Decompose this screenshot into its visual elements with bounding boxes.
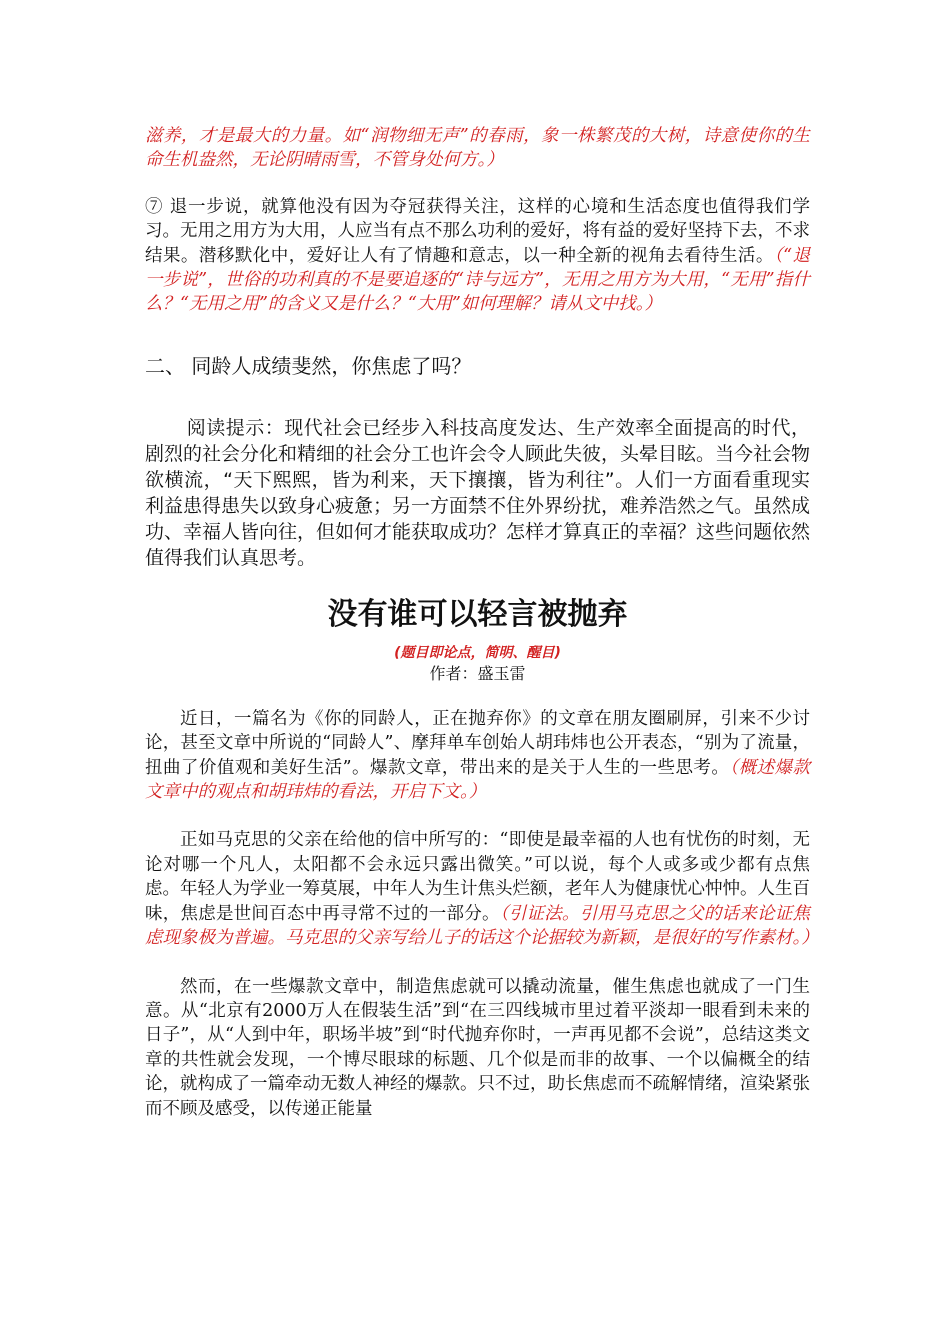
article-author: 作者：盛玉雷: [429, 663, 526, 683]
article-paragraph-1-text: 近日，一篇名为《你的同龄人，正在抛弃你》的文章在朋友圈刷屏，引来不少讨论，甚至文章中所说的“同龄人”、摩拜单车创始人胡玮炜也公开表态，“别为了流量，扭曲了价值观和美好生活”。爆款文章，带出来的是关于人生的一些思考。: [145, 708, 810, 778]
article-paragraph-2-note: （引证法。引用马克思之父的话来论证焦虑现象极为普遍。马克思的父亲写给儿子的话这个论据较为新颖，是很好的写作素材。）: [145, 903, 819, 949]
section-heading: 二、 同龄人成绩斐然，你焦虑了吗？: [145, 353, 472, 378]
paragraph-7-text: ⑦ 退一步说，就算他没有因为夺冠获得关注，这样的心境和生活态度也值得我们学习。无用之用方为大用，人应当有点不那么功利的爱好，将有益的爱好坚持下去，不求结果。潜移默化中，爱好让人有了情趣和意志，以一种全新的视角去看待生活。: [145, 196, 810, 266]
article-paragraph-3: 然而，在一些爆款文章中，制造焦虑就可以撬动流量，催生焦虑也就成了一门生意。从“北京有2000万人在假装生活”到“在三四线城市里过着平淡却一眼看到未来的日子”，从“人到中年，职场半坡”到“时代抛弃你时，一声再见都不会说”，总结这类文章的共性就会发现，一个博尽眼球的标题、几个似是而非的故事、一个以偏概全的结论，就构成了一篇牵动无数人神经的爆款。只不过，助长焦虑而不疏解情绪，渲染紧张而不顾及感受，以传递正能量: [145, 976, 810, 1119]
intro-note: 滋养，才是最大的力量。如“润物细无声”的春雨，象一株繁茂的大树，诗意使你的生命生机盎然，无论阴晴雨雪，不管身处何方。）: [145, 126, 810, 171]
article-paragraph-1: [145, 707, 810, 805]
reading-tip: 阅读提示：现代社会已经步入科技高度发达、生产效率全面提高的时代，剧烈的社会分化和精细的社会分工也许会令人顾此失彼，头晕目眩。当今社会物欲横流，“天下熙熙，皆为利来，天下攘攘，皆为利往”。人们一方面看重现实利益患得患失以致身心疲惫；另一方面禁不住外界纷扰，难养浩然之气。虽然成功、幸福人皆向往，但如何才能获取成功？怎样才算真正的幸福？这些问题依然值得我们认真思考。: [145, 416, 811, 569]
article-subtitle: (题目即论点，简明、醒目): [394, 644, 561, 661]
article-paragraph-2-text: 正如马克思的父亲在给他的信中所写的：“即使是最幸福的人也有忧伤的时刻，无论对哪一个凡人，太阳都不会永远只露出微笑。”可以说，每个人或多或少都有点焦虑。年轻人为学业一筹莫展，中年人为生计焦头烂额，老年人为健康忧心忡忡。人生百味，焦虑是世间百态中再寻常不过的一部分。: [145, 830, 810, 924]
document-page: [145, 120, 819, 1121]
article-paragraph-1-note: （概述爆款文章中的观点和胡玮炜的看法，开启下文。）: [145, 757, 810, 803]
paragraph-7-note: （“退一步说”，世俗的功利真的不是要追逐的“诗与远方”，无用之用方为大用，“无用”指什么？“无用之用”的含义又是什么？“大用”如何理解？请从文中找。）: [145, 245, 810, 315]
article-paragraph-2: [145, 828, 819, 950]
paragraph-7: [145, 195, 810, 317]
article-title: 没有谁可以轻言被抛弃: [327, 596, 628, 632]
